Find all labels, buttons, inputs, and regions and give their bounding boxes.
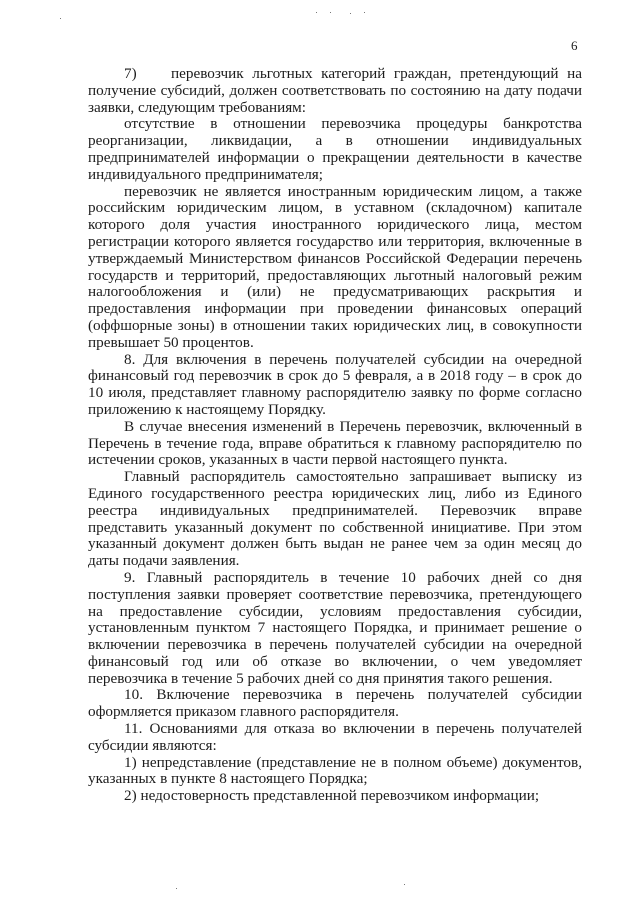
scan-speck	[364, 12, 365, 13]
scan-speck	[404, 884, 405, 885]
paragraph-item-11: 11. Основаниями для отказа во включении в перечень получателей субсидии являются:	[88, 720, 582, 754]
paragraph-refusal-reason-1: 1) непредставление (представление не в полном объеме) документов, указанных в пункте 8 настоящего Порядка;	[88, 753, 582, 788]
scan-speck	[60, 18, 61, 19]
page-number: 6	[571, 38, 578, 53]
scan-speck	[350, 13, 351, 14]
paragraph-item-8: 8. Для включения в перечень получателей субсидии на очередной финансовый год перевозчик в срок до 5 февраля, а в 2018 году – в срок до 10 июля, представляет главному распорядителю заявку по форме согласно приложению к настоящему Порядку.	[88, 350, 582, 418]
paragraph-refusal-reason-2: 2) недостоверность представленной перевозчиком информации;	[124, 787, 540, 805]
paragraph-requirement-foreign-entity: перевозчик не является иностранным юридическим лицом, а также российским юридическим лицом, в уставном (складочном) капитале которого доля участия иностранного юридического лица, местом регистрации которого является государство или территория, включенные в утверждаемый Министерством финансов Российской Федерации перечень государств и территорий, предоставляющих льготный налоговый режим налогообложения и (или) не предусматривающих раскрытия и предоставления информации при проведении финансовых операций (оффшорные зоны) в отношении таких юридических лиц, в совокупности превышает 50 процентов.	[88, 182, 582, 351]
scan-speck	[330, 12, 331, 13]
document-body	[88, 66, 582, 805]
paragraph-registry-extract: Главный распорядитель самостоятельно запрашивает выписку из Единого государственного реестра юридических лиц, либо из Единого реестра индивидуальных предпринимателей. Перевозчик вправе представить указанный документ по собственной инициативе. При этом указанный документ должен быть выдан не ранее чем за один месяц до даты подачи заявления.	[88, 468, 582, 570]
paragraph-list-changes: В случае внесения изменений в Перечень перевозчик, включенный в Перечень в течение года, вправе обратиться к главному распорядителю по истечении сроков, указанных в части первой настоящего пункта.	[88, 417, 582, 469]
paragraph-item-10: 10. Включение перевозчика в перечень получателей субсидии оформляется приказом главного распорядителя.	[88, 686, 582, 721]
paragraph-requirement-bankruptcy: отсутствие в отношении перевозчика процедуры банкротства реорганизации, ликвидации, а в отношении индивидуальных предпринимателей информации о прекращении деятельности в качестве индивидуального предпринимателя;	[88, 115, 582, 183]
scan-speck	[176, 888, 177, 889]
paragraph-item-9: 9. Главный распорядитель в течение 10 рабочих дней со дня поступления заявки проверяет соответствие перевозчика, претендующего на предоставление субсидии, условиям предоставления субсидии, установленным пунктом 7 настоящего Порядка, и принимает решение о включении перевозчика в перечень получателей субсидии на очередной финансовый год или об отказе во включении, о чем уведомляет перевозчика в течение 5 рабочих дней со дня принятия такого решения.	[88, 568, 582, 687]
paragraph-item-7: 7) перевозчик льготных категорий граждан, претендующий на получение субсидий, должен соответствовать по состоянию на дату подачи заявки, следующим требованиям:	[88, 65, 582, 116]
scan-speck	[316, 12, 317, 13]
